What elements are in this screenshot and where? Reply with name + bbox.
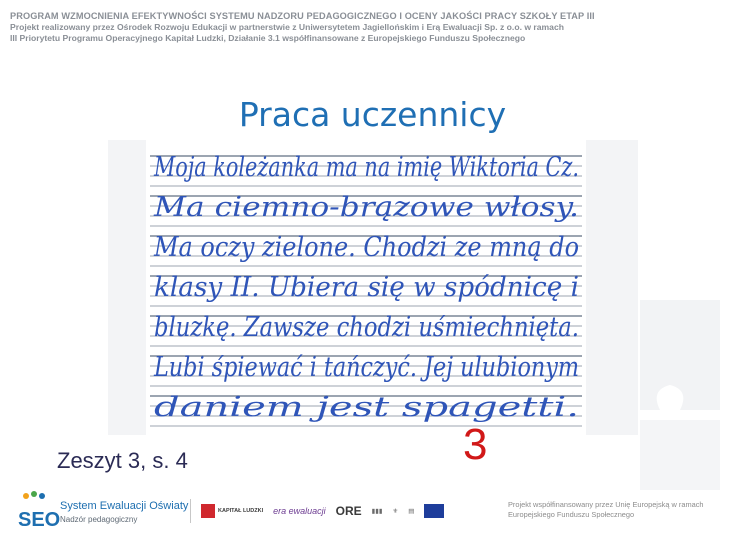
handwriting-line: bluzkę. Zawsze chodzi uśmiechnięta.	[154, 312, 579, 343]
seo-logo-text: SEO	[18, 509, 61, 531]
system-name: System Ewaluacji Oświaty	[60, 500, 189, 512]
notebook-page	[108, 140, 638, 435]
eu-flag-icon	[424, 504, 444, 518]
handwriting-line: Moja koleżanka ma na imię Wiktoria Cz.	[153, 152, 579, 183]
project-line-2: III Priorytetu Programu Operacyjnego Kapitał Ludzki, Działanie 3.1 współfinansowane z Europejskiego Funduszu Społecznego	[10, 33, 526, 43]
partner-small-logo: ▤	[408, 508, 415, 515]
system-subtitle: Nadzór pedagogiczny	[60, 515, 138, 524]
university-logo: ⚜	[392, 508, 399, 515]
page-number: 3	[463, 420, 488, 469]
handwriting-line: Ma oczy zielone. Chodzi ze mną do	[153, 232, 579, 263]
partner-logos	[190, 496, 444, 526]
divider	[190, 499, 191, 523]
project-line-1: Projekt realizowany przez Ośrodek Rozwoju Edukacji w partnerstwie z Uniwersytetem Jagiellońskim i Erą Ewaluacji Sp. z o.o. w ramach	[10, 22, 564, 32]
era-ewaluacji-logo: era ewaluacji	[273, 506, 326, 516]
ore-logo: ORE	[335, 504, 362, 518]
puzzle-decoration	[620, 290, 720, 490]
header	[10, 10, 710, 44]
kapital-ludzki-logo	[201, 504, 263, 518]
handwriting-line: daniem jest spagetti.	[154, 392, 579, 423]
handwriting-line: Lubi śpiewać i tańczyć. Jej ulubionym	[153, 352, 579, 383]
kapital-ludzki-icon	[201, 504, 215, 518]
footer	[0, 488, 720, 540]
eu-cofinancing-note: Projekt współfinansowany przez Unię Europejską w ramach Europejskiego Funduszu Społecznego	[508, 500, 704, 519]
slide-title: Praca uczennicy	[238, 95, 507, 134]
ministry-logo: ▮▮▮	[371, 508, 383, 515]
notebook-reference: Zeszyt 3, s. 4	[57, 448, 188, 473]
handwriting-line: klasy II. Ubiera się w spódnicę i	[154, 272, 579, 303]
handwriting-line: Ma ciemno-brązowe włosy.	[152, 192, 579, 223]
kapital-ludzki-label: KAPITAŁ LUDZKI	[218, 508, 264, 514]
seo-logo-icon	[16, 490, 61, 532]
program-title: PROGRAM WZMOCNIENIA EFEKTYWNOŚCI SYSTEMU NADZORU PEDAGOGICZNEGO I OCENY JAKOŚCI PRACY SZKOŁY ETAP III	[10, 11, 595, 21]
notebook-scan	[108, 140, 638, 435]
